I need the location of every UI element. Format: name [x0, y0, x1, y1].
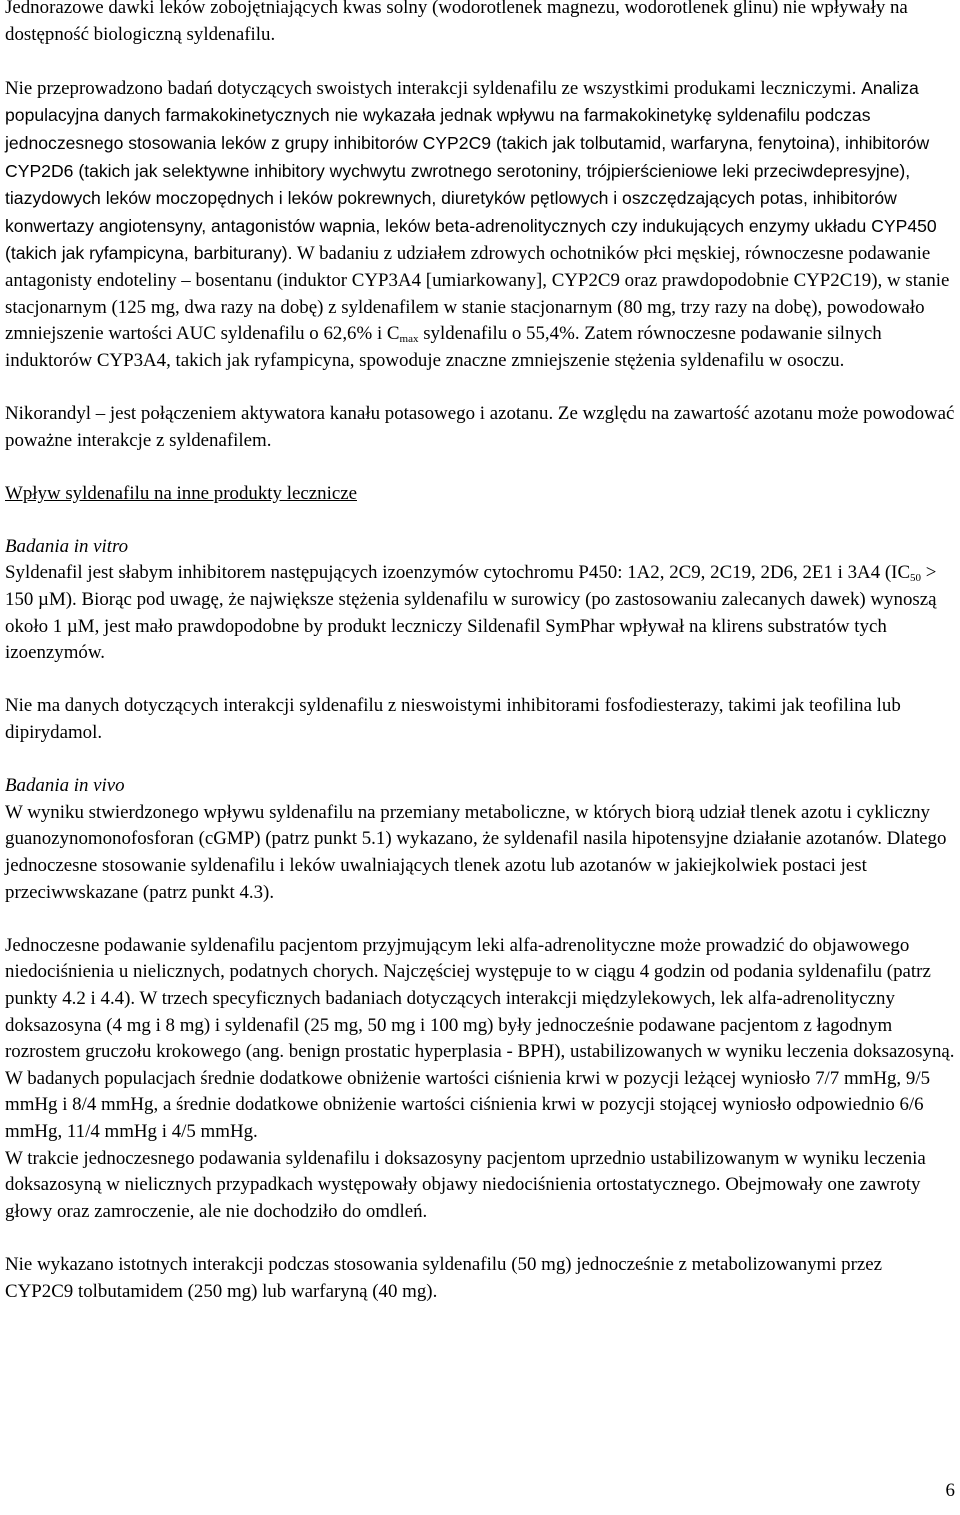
- ic50-subscript: 50: [910, 572, 922, 585]
- invitro-heading: Badania in vitro: [5, 535, 129, 557]
- cyp3a4-inducers-note: Zatem równoczesne podawanie silnych induktorów CYP3A4, takich jak ryfampicyna, spowoduje znaczne zmniejszenie stężenia syldenafilu w osoczu.: [5, 323, 882, 371]
- document-page: [5, 0, 955, 1305]
- cmax-subscript: max: [399, 333, 419, 346]
- paragraph-nitrates: W wyniku stwierdzonego wpływu syldenafilu na przemiany metaboliczne, w których biorą udział tlenek azotu i cykliczny guanozynomonofosforan (cGMP) (patrz punkt 5.1) wykazano, że syldenafil nasila hipotensyjne działanie azotanów. Dlatego jednoczesne stosowanie syldenafilu i leków uwalniających tlenek azotu lub azotanów w jakiejkolwiek postaci jest przeciwwskazane (patrz punkt 4.3).: [5, 801, 947, 903]
- paragraph-alpha-blockers: Jednoczesne podawanie syldenafilu pacjentom przyjmującym leki alfa-adrenolityczne może prowadzić do objawowego niedociśnienia u nielicznych, podatnych chorych. Najczęściej występuje to w ciągu 4 godzin od podania syldenafilu (patrz punkty 4.2 i 4.4). W trzech specyficznych badaniach dotyczących interakcji międzylekowych, lek alfa-adrenolityczny doksazosyna (4 mg i 8 mg) i syldenafil (25 mg, 50 mg i 100 mg) były jednocześnie podawane pacjentom z łagodnym rozrostem gruczołu krokowego (ang. benign prostatic hyperplasia - BPH), ustabilizowanych w wyniku leczenia doksazosyną. W badanych populacjach średnie dodatkowe obniżenie wartości ciśnienia krwi w pozycji leżącej wyniosło 7/7 mmHg, 9/5 mmHg i 8/4 mmHg, a średnie dodatkowe obniżenie wartości ciśnienia krwi w pozycji stojącej wyniosło odpowiednio 6/6 mmHg, 11/4 mmHg i 4/5 mmHg.: [5, 934, 955, 1142]
- paragraph-nicorandil: Nikorandyl – jest połączeniem aktywatora kanału potasowego i azotanu. Ze względu na zawartość azotanu może powodować poważne interakcje z syldenafilem.: [5, 402, 955, 451]
- section-heading: Wpływ syldenafilu na inne produkty lecznicze: [5, 482, 357, 504]
- page-number: 6: [945, 1480, 955, 1501]
- paragraph-invitro: Syldenafil jest słabym inhibitorem następujących izoenzymów cytochromu P450: 1A2, 2C9, 2C19, 2D6, 2E1 i 3A4 ($IC_{50} > 150$ µM). Biorąc pod uwagę, że największe stężenia syldenafilu w surowicy (po zastosowaniu zalecanych dawek) wynoszą około 1 µM, jest mało prawdopodobne by produkt leczniczy Sildenafil SymPhar wpływał na klirens substratów tych izoenzymów.: [5, 562, 937, 664]
- paragraph-pde-inhibitors: Nie ma danych dotyczących interakcji syldenafilu z nieswoistymi inhibitorami fosfodiesterazy, takimi jak teofilina lub dipirydamol.: [5, 695, 901, 744]
- bosentan-study: W badaniu z udziałem zdrowych ochotników płci męskiej, równoczesne podawanie antagonisty endoteliny – bosentanu (induktor CYP3A4 [umiarkowany], CYP2C9 oraz prawdopodobnie CYP2C19), w stanie stacjonarnym (125 mg, dwa razy na dobę) z syldenafilem w stanie stacjonarnym (80 mg, trzy razy na dobę), powodowało zmniejszenie wartości AUC syldenafilu o 62,6% i $C_{max}$ syldenafilu o 55,4%.: [5, 243, 950, 346]
- paragraph-interactions: [5, 75, 955, 375]
- invivo-heading: Badania in vivo: [5, 775, 125, 797]
- paragraph-antacids: Jednorazowe dawki leków zobojętniających kwas solny (wodorotlenek magnezu, wodorotlenek glinu) nie wpływały na dostępność biologiczną syldenafilu.: [5, 0, 908, 45]
- paragraph-doxazosin: W trakcie jednoczesnego podawania syldenafilu i doksazosyny pacjentom uprzednio ustabilizowanym w wyniku leczenia doksazosyną w nielicznych przypadkach występowały objawy niedociśnienia ortostatycznego. Obejmowały one zawroty głowy oraz zamroczenie, ale nie dochodziło do omdleń.: [5, 1147, 926, 1222]
- paragraph-cyp2c9: Nie wykazano istotnych interakcji podczas stosowania syldenafilu (50 mg) jednocześnie z metabolizowanymi przez CYP2C9 tolbutamidem (250 mg) lub warfaryną (40 mg).: [5, 1253, 883, 1302]
- population-pk-analysis: Analiza populacyjna danych farmakokinetycznych nie wykazała jednak wpływu na farmakokinetykę syldenafilu podczas jednoczesnego stosowania leków z grupy inhibitorów CYP2C9 (takich jak tolbutamid, warfaryna, fenytoina), inhibitorów CYP2D6 (takich jak selektywne inhibitory wychwytu zwrotnego serotoniny, trójpierścieniowe leki przeciwdepresyjne), tiazydowych leków moczopędnych i leków pokrewnych, diuretyków pętlowych i oszczędzających potas, inhibitorów konwertazy angiotensyny, antagonistów wapnia, leków beta-adrenolitycznych czy indukujących enzymy układu CYP450 (takich jak ryfampicyna, barbiturany).: [5, 77, 937, 264]
- interactions-intro: Nie przeprowadzono badań dotyczących swoistych interakcji syldenafilu ze wszystkimi produkami leczniczymi.: [5, 77, 857, 99]
